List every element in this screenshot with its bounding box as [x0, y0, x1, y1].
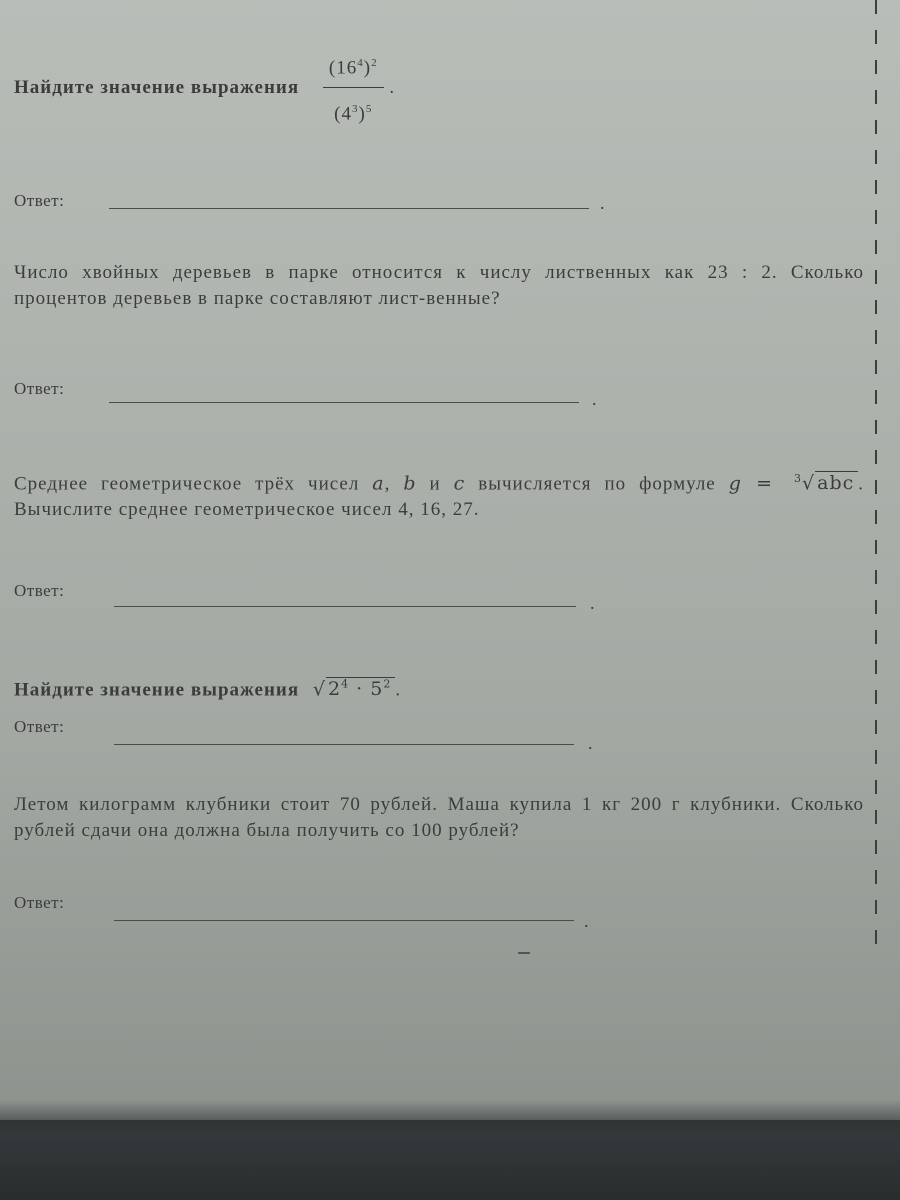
radicand: $2^4 \cdot 5^2$: [326, 677, 395, 700]
task-2-answer-line[interactable]: [109, 402, 579, 403]
task-3-text: Среднее геометрическое трёх чисел a, b и c вычисляется по формуле g = $^3$√ abc . Вычислите среднее геометрическое чисел 4, 16, 27.: [14, 466, 864, 523]
dark-surface: [0, 1100, 900, 1200]
task-1-answer-dot: .: [600, 193, 606, 213]
task-4-answer-label: Ответ:: [14, 717, 65, 736]
task-3: [14, 466, 865, 613]
fraction-numerator: $(16^4)^2$: [323, 50, 384, 88]
task-3-answer-dot: .: [590, 593, 596, 613]
task-5-answer-dot: .: [584, 911, 590, 931]
task-3-answer-line[interactable]: [114, 606, 576, 607]
task-1-fraction: [323, 50, 384, 128]
task-2-text: Число хвойных деревьев в парке относится к числу лиственных как 23 : 2. Сколько процентов деревьев в парке составляют лист-венные?: [14, 262, 864, 309]
task-5: [14, 792, 864, 931]
dashed-cut-line: [872, 0, 880, 960]
task-1-answer-line[interactable]: [109, 208, 589, 209]
task-4-text: Найдите значение выражения: [14, 679, 300, 701]
task-5-answer-line[interactable]: [114, 920, 574, 921]
task-4-answer-line[interactable]: [114, 744, 574, 745]
cube-root-symbol: $^3$√ abc: [794, 466, 858, 496]
task-1-answer-label: Ответ:: [14, 191, 65, 210]
fraction-denominator: $(4^3)^5$: [334, 103, 373, 125]
task-5-text: Летом килограмм клубники стоит 70 рублей. Маша купила 1 кг 200 г клубники. Сколько рублей сдачи она должна была получить со 100 рублей?: [14, 794, 864, 841]
task-1: Найдите значение выражения $\frac{(16^4)^2}{(4^3)^5}$ . Ответ: .: [14, 50, 864, 128]
task-3-answer-label: Ответ:: [14, 581, 65, 600]
task-2: [14, 260, 864, 409]
pencil-mark: [518, 952, 530, 954]
square-root-symbol: √ $2^4 \cdot 5^2$: [313, 672, 395, 702]
task-2-answer-dot: .: [592, 389, 598, 409]
task-4-answer-dot: .: [588, 733, 594, 753]
task-2-answer-label: Ответ:: [14, 379, 65, 398]
task-5-answer-label: Ответ:: [14, 893, 65, 912]
task-4: Найдите значение выражения √ $2^4 \cdot 5^2$ . Ответ: .: [14, 672, 864, 703]
task-1-text: Найдите значение выражения: [14, 77, 300, 99]
